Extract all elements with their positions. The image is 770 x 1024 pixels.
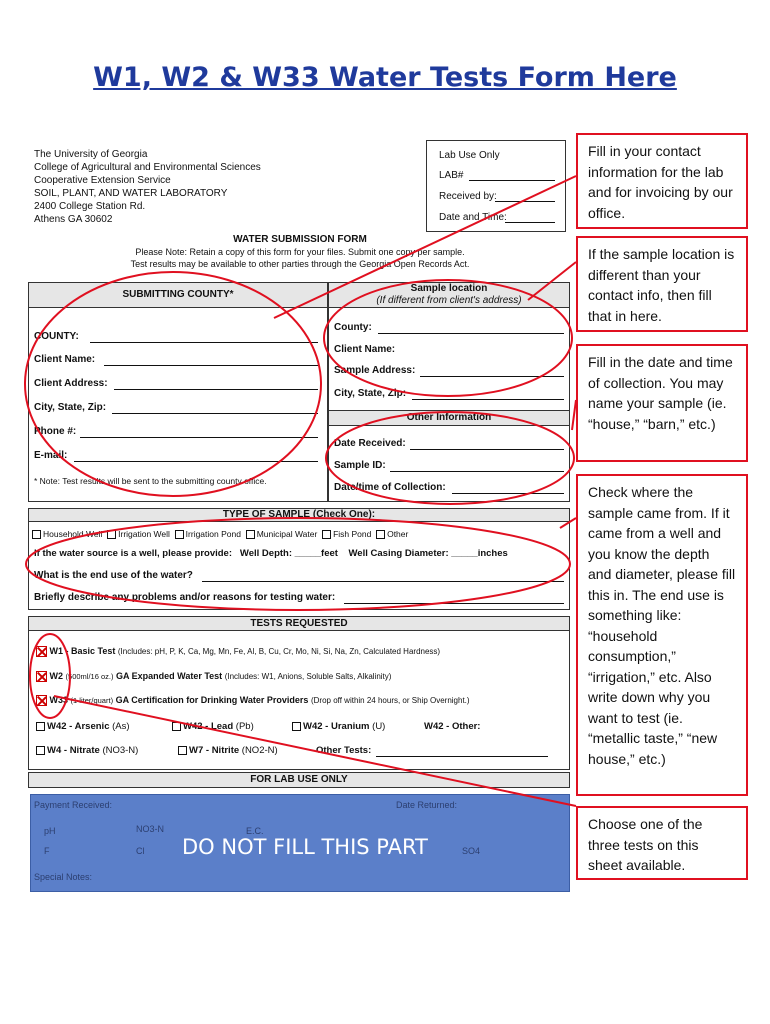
fish-pond-checkbox[interactable] [322,530,331,539]
lab-number-label: LAB# [439,170,464,181]
address-line: SOIL, PLANT, AND WATER LABORATORY [34,188,228,199]
lab-use-title: Lab Use Only [439,150,500,161]
sample-client-name-label: Client Name: [334,344,396,355]
submitting-county-header: SUBMITTING COUNTY* [28,282,328,308]
callout-sample-location: If the sample location is different than your contact info, then fill that in here. [576,236,748,332]
uranium-checkbox[interactable] [292,722,301,731]
no3-label: NO3-N [136,824,165,834]
callout-contact-info: Fill in your contact information for the lab and for invoicing by our office. [576,133,748,229]
uranium-label: W42 - Uranium [303,721,370,732]
arsenic-checkbox[interactable] [36,722,45,731]
other-info-header: Other Information [328,410,570,426]
client-name-label: Client Name: [34,354,96,365]
lab-number-line [469,180,555,181]
municipal-water-label: Municipal Water [256,529,318,539]
phone-label: Phone #: [34,426,77,437]
w1-label: W1 - Basic Test [49,646,116,656]
other-tests-label: Other Tests: [316,745,372,756]
special-notes-label: Special Notes: [34,872,93,882]
callout-tests: Choose one of the three tests on this sheet available. [576,806,748,880]
nitrate-checkbox[interactable] [36,746,45,755]
received-by-label: Received by: [439,191,497,202]
w33-label: W33 [49,695,69,705]
other-label: Other [387,529,409,539]
form-title: WATER SUBMISSION FORM [233,234,367,245]
date-received-label: Date Received: [334,438,406,449]
lab-only-header: FOR LAB USE ONLY [28,772,570,788]
page-title: W1, W2 & W33 Water Tests Form Here [93,62,677,93]
county-label: COUNTY: [34,331,79,342]
sample-county-label: County: [334,322,372,333]
municipal-water-checkbox[interactable] [246,530,255,539]
w2-name: GA Expanded Water Test [115,671,223,681]
w33-row [36,694,470,708]
w1-checkbox[interactable] [36,646,47,657]
sample-type-options [32,528,408,541]
well-question [34,548,508,559]
w2-volume: (500ml/16 oz.) [65,672,114,681]
nitrite-checkbox[interactable] [178,746,187,755]
w33-description: (Drop off within 24 hours, or Ship Overnight.) [310,696,470,705]
submitting-footnote: * Note: Test results will be sent to the submitting county office. [34,476,267,486]
end-use-input[interactable] [202,581,564,582]
email-label: E-mail: [34,450,68,461]
nitrate-label: W4 - Nitrate [47,745,100,756]
date-time-line [505,222,555,223]
ec-label: E.C. [246,826,264,836]
callout-collection-date: Fill in the date and time of collection. You may name your sample (ie. “house,” “barn,” etc.) [576,344,748,462]
irrigation-pond-checkbox[interactable] [175,530,184,539]
w33-checkbox[interactable] [36,695,47,706]
date-returned-label: Date Returned: [396,800,458,810]
do-not-fill-overlay: DO NOT FILL THIS PART [182,835,428,859]
submitting-county-section [28,282,328,502]
sample-address-input[interactable] [420,376,564,377]
w2-description: (Includes: W1, Anions, Soluble Salts, Alkalinity) [224,672,392,681]
uranium-option [292,721,385,734]
address-line: College of Agricultural and Environmental Sciences [34,162,261,173]
w1-description: (Includes: pH, P, K, Ca, Mg, Mn, Fe, Al, B, Cu, Cr, Mo, Ni, Si, Na, Zn, Calculated Hardness) [117,647,441,656]
casing-diameter-field[interactable]: Well Casing Diameter: _____inches [348,548,508,559]
well-depth-field[interactable]: Well Depth: _____feet [239,548,338,559]
well-question-text: If the water source is a well, please provide: [34,548,232,559]
irrigation-pond-label: Irrigation Pond [185,529,241,539]
arsenic-label: W42 - Arsenic [47,721,110,732]
arsenic-symbol: (As) [112,721,130,732]
client-address-label: Client Address: [34,378,108,389]
w42-other-label: W42 - Other: [424,721,481,732]
nitrite-label: W7 - Nitrite [189,745,240,756]
nitrate-option [36,745,138,758]
irrigation-well-checkbox[interactable] [107,530,116,539]
address-line: Athens GA 30602 [34,214,113,225]
city-state-zip-label: City, State, Zip: [34,402,107,413]
payment-label: Payment Received: [34,800,113,810]
received-by-line [495,201,555,202]
client-address-input[interactable] [114,389,318,390]
nitrite-option [178,745,278,758]
address-line: The University of Georgia [34,149,148,160]
client-name-input[interactable] [104,365,318,366]
sample-location-subtitle: (If different from client's address) [376,295,522,306]
w2-label: W2 [49,671,64,681]
end-use-label: What is the end use of the water? [34,570,193,581]
describe-input[interactable] [344,603,564,604]
county-input[interactable] [90,342,318,343]
w1-row [36,645,440,659]
w42-other-option [424,721,480,734]
so4-label: SO4 [462,846,481,856]
sample-id-input[interactable] [390,471,564,472]
lab-use-box [426,140,566,232]
f-label: F [44,846,50,856]
lead-symbol: (Pb) [235,721,254,732]
type-of-sample-header: TYPE OF SAMPLE (Check One): [28,508,570,522]
form-note-1: Please Note: Retain a copy of this form for your files. Submit one copy per sample. [135,247,465,257]
date-received-input[interactable] [410,449,564,450]
w2-row [36,670,391,684]
fish-pond-label: Fish Pond [333,529,372,539]
tests-header: TESTS REQUESTED [28,616,570,631]
lead-label: W42 - Lead [183,721,234,732]
describe-label: Briefly describe any problems and/or reasons for testing water: [34,592,336,603]
city-state-zip-input[interactable] [112,413,318,414]
address-line: Cooperative Extension Service [34,175,171,186]
form-note-2: Test results may be available to other parties through the Georgia Open Records Act. [130,259,470,269]
w33-volume: (1 liter/quart) [70,696,114,705]
callout-sample-type: Check where the sample came from. If it came from a well and you know the depth and diameter, please fill this in. The end use is something like: “household consumption,” “irrigation,” etc. Also write down why you want to test (ie. “metallic taste,” “new house,” etc.) [576,474,748,796]
lab-address [34,148,294,226]
other-checkbox[interactable] [376,530,385,539]
cl-label: Cl [136,846,145,856]
collection-time-label: Date/time of Collection: [334,482,446,493]
address-line: 2400 College Station Rd. [34,201,146,212]
nitrite-symbol: (NO2-N) [241,745,278,756]
uranium-symbol: (U) [372,721,386,732]
sample-address-label: Sample Address: [334,365,416,376]
household-well-label: Household Well [43,529,103,539]
email-input[interactable] [74,461,318,462]
sample-id-label: Sample ID: [334,460,386,471]
w2-checkbox[interactable] [36,671,47,682]
other-tests-input[interactable] [376,756,548,757]
sample-city-label: City, State, Zip: [334,388,407,399]
w33-name: GA Certification for Drinking Water Providers [115,695,309,705]
lead-option [172,721,254,734]
nitrate-symbol: (NO3-N) [102,745,139,756]
other-tests-option [316,745,371,758]
irrigation-well-label: Irrigation Well [118,529,170,539]
sample-location-title: Sample location [410,283,488,294]
lead-checkbox[interactable] [172,722,181,731]
sample-location-header [328,282,570,308]
ph-label: pH [44,826,56,836]
household-well-checkbox[interactable] [32,530,41,539]
date-time-label: Date and Time: [439,212,507,223]
phone-input[interactable] [80,437,318,438]
collection-time-input[interactable] [452,493,564,494]
sample-county-input[interactable] [378,333,564,334]
arsenic-option [36,721,130,734]
sample-city-input[interactable] [412,399,564,400]
